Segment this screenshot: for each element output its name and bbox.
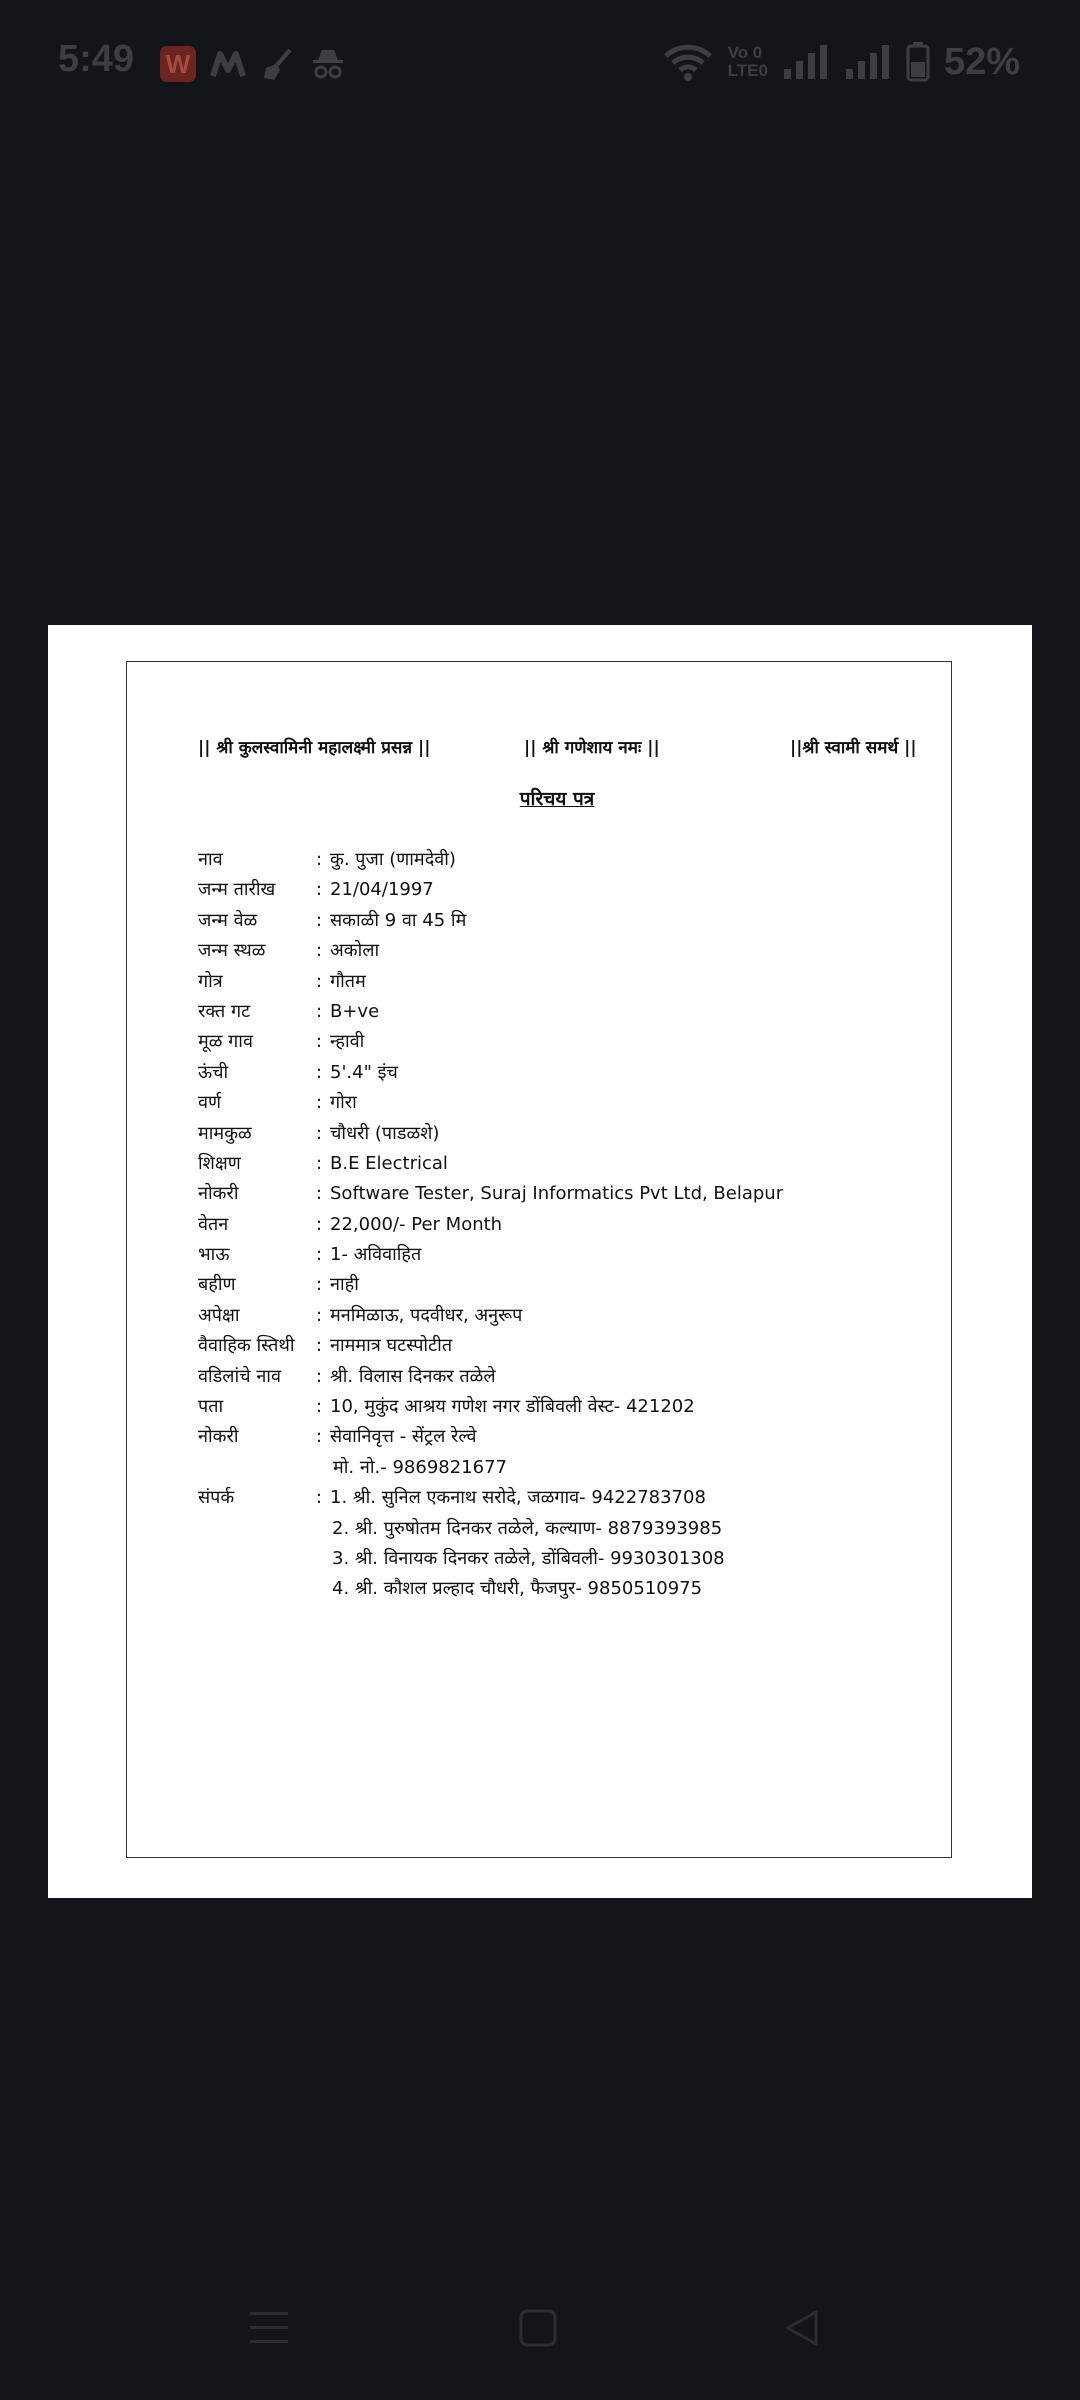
invocation-header <box>198 735 917 765</box>
battery-icon <box>906 42 930 82</box>
field-label: गोत्र <box>198 970 223 992</box>
field-row: बहीण : नाही <box>198 1270 898 1300</box>
contact-item: 4. श्री. कौशल प्रल्हाद चौधरी, फैजपुर- 9850510975 <box>332 1578 703 1600</box>
field-row: भाऊ : 1- अविवाहित <box>198 1240 898 1270</box>
field-row: नाव : कु. पुजा (णामदेवी) <box>198 845 898 875</box>
field-label: पता <box>198 1396 224 1418</box>
contact-item: 3. श्री. विनायक दिनकर तळेले, डोंबिवली- 9930301308 <box>332 1547 725 1569</box>
field-value: कु. पुजा (णामदेवी) <box>330 849 456 870</box>
field-row: रक्त गट : B+ve <box>198 997 898 1027</box>
field-label: जन्म वेळ <box>198 909 258 931</box>
field-label: अपेक्षा <box>198 1304 240 1326</box>
field-value: Software Tester, Suraj Informatics Pvt Ltd, Belapur <box>330 1183 784 1205</box>
field-value: B.E Electrical <box>330 1152 448 1174</box>
volte-icon <box>728 44 768 80</box>
field-row: जन्म तारीख : 21/04/1997 <box>198 875 898 905</box>
field-label: वर्ण <box>198 1092 222 1114</box>
field-row: गोत्र : गौतम <box>198 967 898 997</box>
field-row: अपेक्षा : मनमिळाऊ, पदवीधर, अनुरूप <box>198 1301 898 1331</box>
field-value: गोरा <box>330 1092 357 1114</box>
field-row: वर्ण : गोरा <box>198 1088 898 1118</box>
field-value: सकाळी 9 वा 45 मि <box>330 909 467 931</box>
field-row: नोकरी : सेवानिवृत्त - सेंट्रल रेल्वे <box>198 1422 898 1452</box>
field-row: शिक्षण : B.E Electrical <box>198 1149 898 1179</box>
signal-icon <box>782 43 830 81</box>
father-phone: मो. नो.- 9869821677 <box>333 1456 507 1478</box>
wps-office-icon: W <box>160 46 196 82</box>
field-label: नाव <box>198 849 223 870</box>
field-label: नोकरी <box>198 1426 239 1448</box>
field-value: 21/04/1997 <box>330 879 434 901</box>
status-bar <box>0 0 1080 124</box>
header-middle: || श्री गणेशाय नमः || <box>524 738 660 758</box>
contact-item: 2. श्री. पुरुषोतम दिनकर तळेले, कल्याण- 8879393985 <box>332 1517 723 1539</box>
field-row: जन्म स्थळ : अकोला <box>198 936 898 966</box>
field-label: वैवाहिक स्तिथी <box>198 1335 295 1357</box>
menu-icon[interactable] <box>248 2308 290 2352</box>
field-row: वैवाहिक स्तिथी : नाममात्र घटस्पोटीत <box>198 1331 898 1361</box>
field-value: 10, मुकुंद आश्रय गणेश नगर डोंबिवली वेस्ट- 421202 <box>330 1396 695 1418</box>
field-row: पता : 10, मुकुंद आश्रय गणेश नगर डोंबिवली वेस्ट- 421202 <box>198 1392 898 1422</box>
header-right: ||श्री स्वामी समर्थ || <box>790 738 917 758</box>
signal-icon <box>844 43 892 81</box>
field-value: गौतम <box>330 970 366 992</box>
field-value: मनमिळाऊ, पदवीधर, अनुरूप <box>330 1304 523 1326</box>
wifi-icon <box>662 42 714 82</box>
volte-top-text: Vo 0 <box>727 43 763 62</box>
contact-label: संपर्क <box>198 1487 235 1509</box>
field-value: 1- अविवाहित <box>330 1244 422 1266</box>
biodata-document <box>198 735 917 1605</box>
navigation-bar <box>0 2290 1080 2370</box>
field-value: 22,000/- Per Month <box>330 1213 503 1235</box>
field-row: मामकुळ : चौधरी (पाडळशे) <box>198 1119 898 1149</box>
back-icon[interactable] <box>782 2308 822 2352</box>
incognito-icon <box>310 46 346 82</box>
field-label: नोकरी <box>198 1183 239 1205</box>
document-title: परिचय पत्र <box>519 788 595 810</box>
field-value: सेवानिवृत्त - सेंट्रल रेल्वे <box>330 1426 477 1448</box>
field-row: वडिलांचे नाव : श्री. विलास दिनकर तळेले <box>198 1362 898 1392</box>
contact-row: संपर्क : 1. श्री. सुनिल एकनाथ सरोदे, जळगाव- 9422783708 <box>198 1483 898 1513</box>
volte-bottom-text: LTE0 <box>727 61 768 80</box>
field-value: 5'.4" इंच <box>330 1061 398 1083</box>
system-icons <box>662 40 1020 84</box>
broom-icon <box>260 46 296 82</box>
field-row: मूळ गाव : न्हावी <box>198 1027 898 1057</box>
field-value: B+ve <box>330 1000 380 1022</box>
battery-percentage: 52% <box>943 40 1020 83</box>
field-value: न्हावी <box>330 1031 365 1053</box>
details-list <box>198 845 898 1605</box>
field-row: वेतन : 22,000/- Per Month <box>198 1210 898 1240</box>
field-label: शिक्षण <box>198 1152 241 1174</box>
field-row: जन्म वेळ : सकाळी 9 वा 45 मि <box>198 906 898 936</box>
field-label: ऊंची <box>198 1061 229 1083</box>
field-label: जन्म तारीख <box>198 879 276 901</box>
home-icon[interactable] <box>518 2308 558 2352</box>
field-value: चौधरी (पाडळशे) <box>330 1122 440 1144</box>
field-label: जन्म स्थळ <box>198 940 266 962</box>
m-app-icon <box>210 46 246 82</box>
field-label: वडिलांचे नाव <box>198 1365 281 1387</box>
notification-icons <box>160 44 346 84</box>
field-value: श्री. विलास दिनकर तळेले <box>330 1365 496 1387</box>
document-page[interactable] <box>48 625 1032 1898</box>
field-value: नाममात्र घटस्पोटीत <box>330 1335 453 1357</box>
field-label: भाऊ <box>198 1244 230 1266</box>
field-label: बहीण <box>198 1274 236 1296</box>
field-label: वेतन <box>198 1213 229 1235</box>
field-value: नाही <box>330 1274 359 1296</box>
field-row: ऊंची : 5'.4" इंच <box>198 1058 898 1088</box>
field-label: मामकुळ <box>198 1122 252 1144</box>
header-left: || श्री कुलस्वामिनी महालक्ष्मी प्रसन्न || <box>198 738 431 758</box>
contact-item: 1. श्री. सुनिल एकनाथ सरोदे, जळगाव- 9422783708 <box>330 1487 706 1509</box>
field-label: रक्त गट <box>198 1000 251 1022</box>
field-row: नोकरी : Software Tester, Suraj Informatics Pvt Ltd, Belapur <box>198 1179 898 1209</box>
status-time: 5:49 <box>58 38 135 80</box>
field-value: अकोला <box>330 940 380 962</box>
field-label: मूळ गाव <box>198 1031 253 1053</box>
